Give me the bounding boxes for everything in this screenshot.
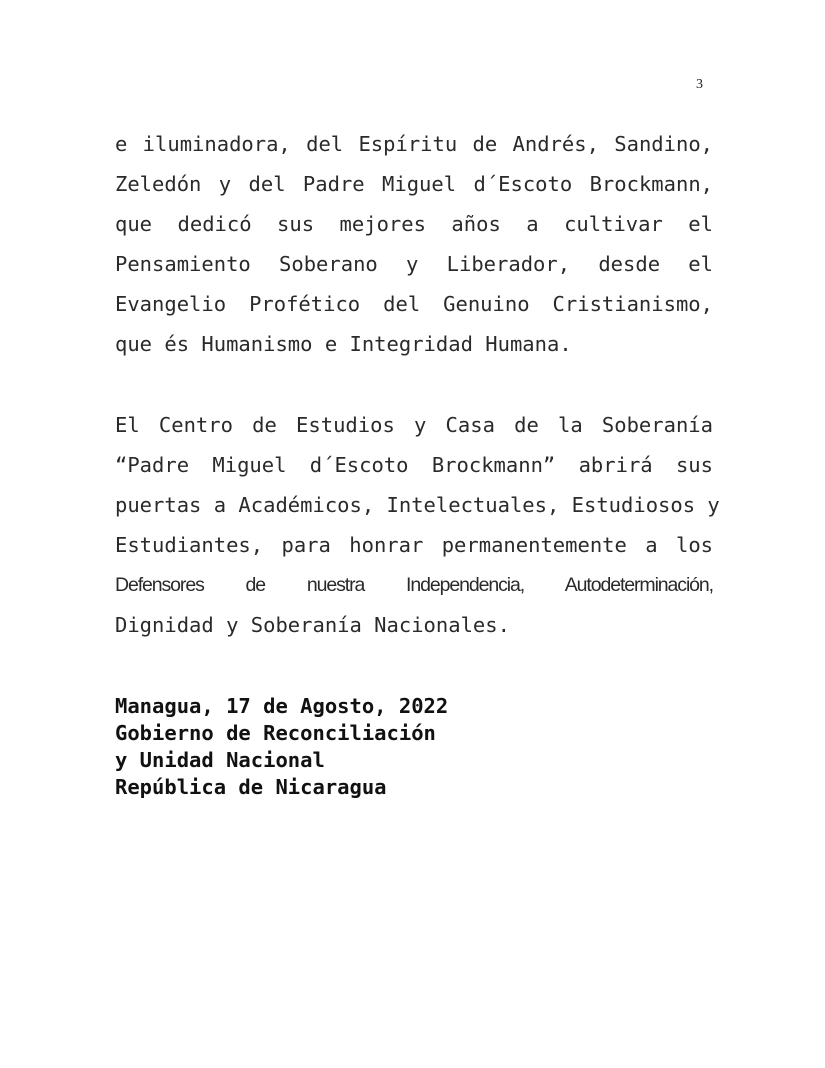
page-number: 3 (696, 77, 703, 92)
body-paragraph-2 (115, 405, 720, 645)
paragraph-line: puertas a Académicos, Intelectuales, Estudiosos y (115, 493, 720, 517)
signature-line: y Unidad Nacional (115, 748, 325, 772)
paragraph-line: e iluminadora, del Espíritu de Andrés, Sandino, (115, 132, 713, 156)
paragraph-line: Evangelio Profético del Genuino Cristianismo, (115, 292, 713, 316)
signature-line: Managua, 17 de Agosto, 2022 (115, 694, 449, 718)
paragraph-line: Zeledón y del Padre Miguel d´Escoto Brockmann, (115, 172, 713, 196)
signature-block (115, 693, 615, 801)
paragraph-line: que és Humanismo e Integridad Humana. (115, 332, 572, 356)
body-paragraph-1 (115, 124, 713, 364)
paragraph-line: Defensores de nuestra Independencia, Autodeterminación, (115, 574, 713, 596)
paragraph-line: Pensamiento Soberano y Liberador, desde el (115, 252, 713, 276)
paragraph-line: que dedicó sus mejores años a cultivar el (115, 212, 713, 236)
paragraph-line: “Padre Miguel d´Escoto Brockmann” abrirá sus (115, 453, 713, 477)
signature-line: Gobierno de Reconciliación (115, 721, 436, 745)
paragraph-line: Dignidad y Soberanía Nacionales. (115, 613, 510, 637)
signature-line: República de Nicaragua (115, 775, 387, 799)
paragraph-line: Estudiantes, para honrar permanentemente a los (115, 533, 713, 557)
paragraph-line: El Centro de Estudios y Casa de la Soberanía (115, 413, 713, 437)
